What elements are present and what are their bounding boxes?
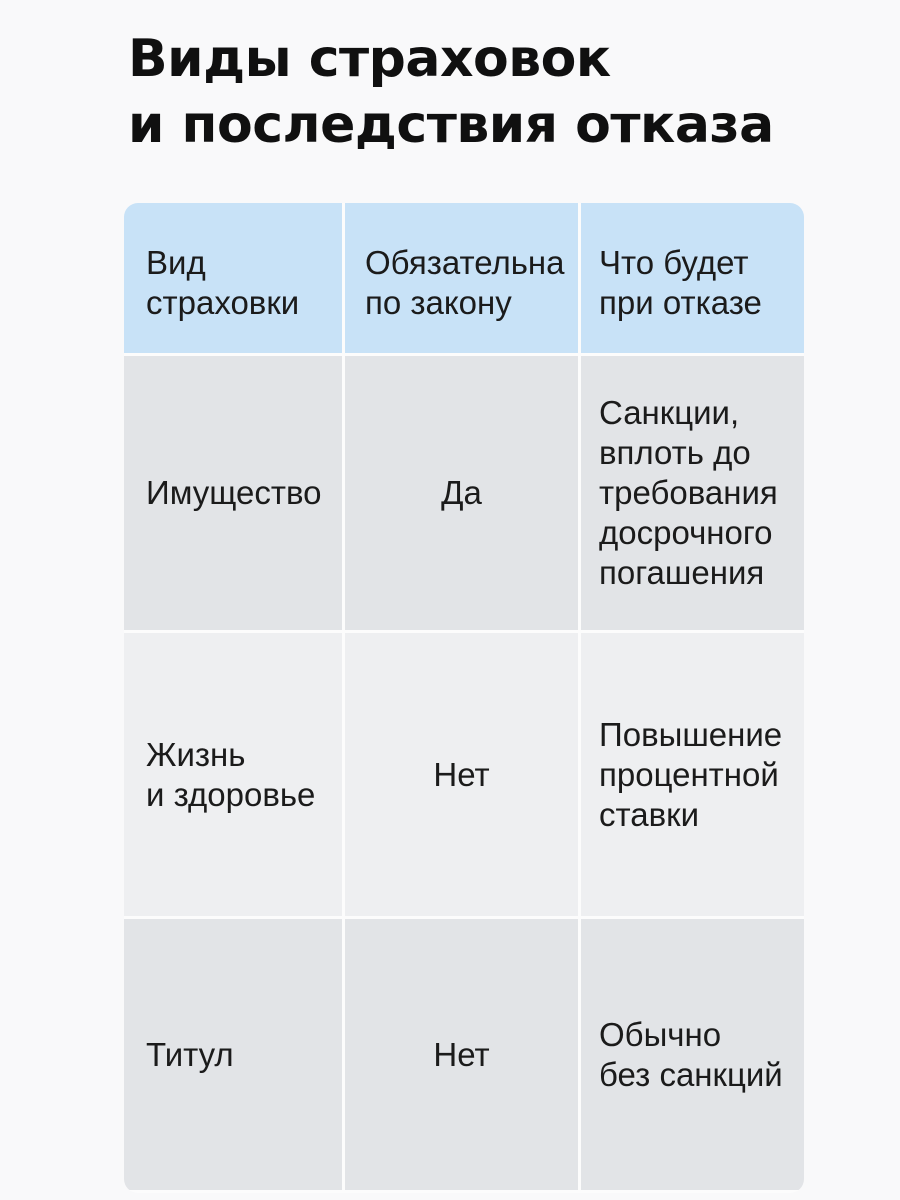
cell-consequence — [581, 919, 804, 1190]
cell-insurance-type — [124, 633, 342, 916]
title-line: и последствия отказа — [128, 95, 774, 155]
header-consequence — [581, 203, 804, 353]
cell-text: Да — [441, 474, 482, 511]
cell-mandatory — [345, 633, 578, 916]
cell-text: Обычно — [599, 1015, 722, 1053]
header-text: страховки — [146, 284, 300, 321]
cell-insurance-type — [124, 919, 342, 1190]
cell-mandatory — [345, 356, 578, 630]
cell-text: Нет — [433, 755, 490, 793]
title-line: Виды страховок — [128, 29, 611, 89]
header-text: Обязательна — [365, 244, 565, 281]
cell-text: вплоть до — [599, 434, 751, 471]
cell-text: и здоровье — [146, 775, 316, 813]
cell-text: Повышение — [599, 715, 783, 753]
header-text: Что будет — [599, 244, 749, 281]
page-title — [128, 26, 774, 158]
cell-text: досрочного — [599, 514, 773, 551]
cell-consequence — [581, 356, 804, 630]
cell-text: Жизнь — [146, 735, 246, 773]
header-text: Вид — [146, 244, 206, 281]
cell-text: Санкции, — [599, 394, 740, 431]
header-mandatory — [345, 203, 578, 353]
header-text: при отказе — [599, 284, 762, 321]
cell-insurance-type — [124, 356, 342, 630]
header-insurance-type — [124, 203, 342, 353]
cell-text: Нет — [433, 1035, 490, 1073]
cell-text: Имущество — [146, 474, 322, 511]
cell-consequence — [581, 633, 804, 916]
cell-text: ставки — [599, 795, 699, 833]
cell-text: погашения — [599, 554, 765, 591]
cell-text: требования — [599, 474, 778, 511]
cell-text: Титул — [146, 1035, 234, 1073]
cell-text: без санкций — [599, 1055, 783, 1093]
header-text: по закону — [365, 284, 512, 321]
cell-text: процентной — [599, 755, 779, 793]
insurance-table — [124, 203, 804, 1193]
cell-mandatory — [345, 919, 578, 1190]
